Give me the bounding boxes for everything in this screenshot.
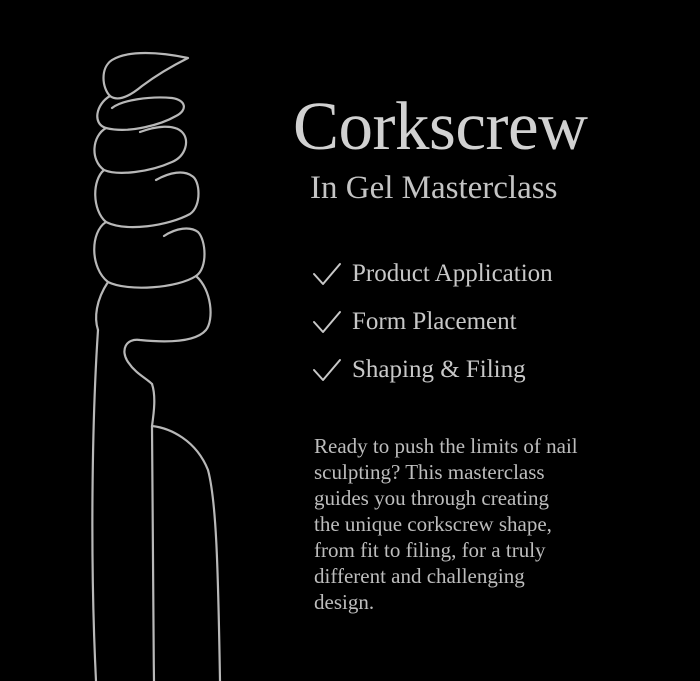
description-line: sculpting? This masterclass — [314, 460, 545, 484]
description-line: Ready to push the limits of nail — [314, 434, 578, 458]
checkmark-icon — [312, 261, 342, 287]
description-line: design. — [314, 590, 375, 614]
description-line: guides you through creating — [314, 486, 550, 510]
feature-item — [312, 346, 672, 394]
feature-label: Product Application — [352, 260, 553, 287]
feature-list — [312, 250, 672, 394]
feature-item — [312, 298, 672, 346]
feature-label: Form Placement — [352, 308, 517, 335]
checkmark-icon — [312, 357, 342, 383]
feature-item — [312, 250, 672, 298]
description-line: from fit to filing, for a truly — [314, 538, 546, 562]
page-title: Corkscrew — [293, 88, 588, 164]
description-paragraph — [314, 433, 614, 615]
description-line: different and challenging — [314, 564, 525, 588]
feature-label: Shaping & Filing — [352, 356, 526, 383]
page-subtitle: In Gel Masterclass — [310, 170, 558, 206]
description-line: the unique corkscrew shape, — [314, 512, 552, 536]
checkmark-icon — [312, 309, 342, 335]
